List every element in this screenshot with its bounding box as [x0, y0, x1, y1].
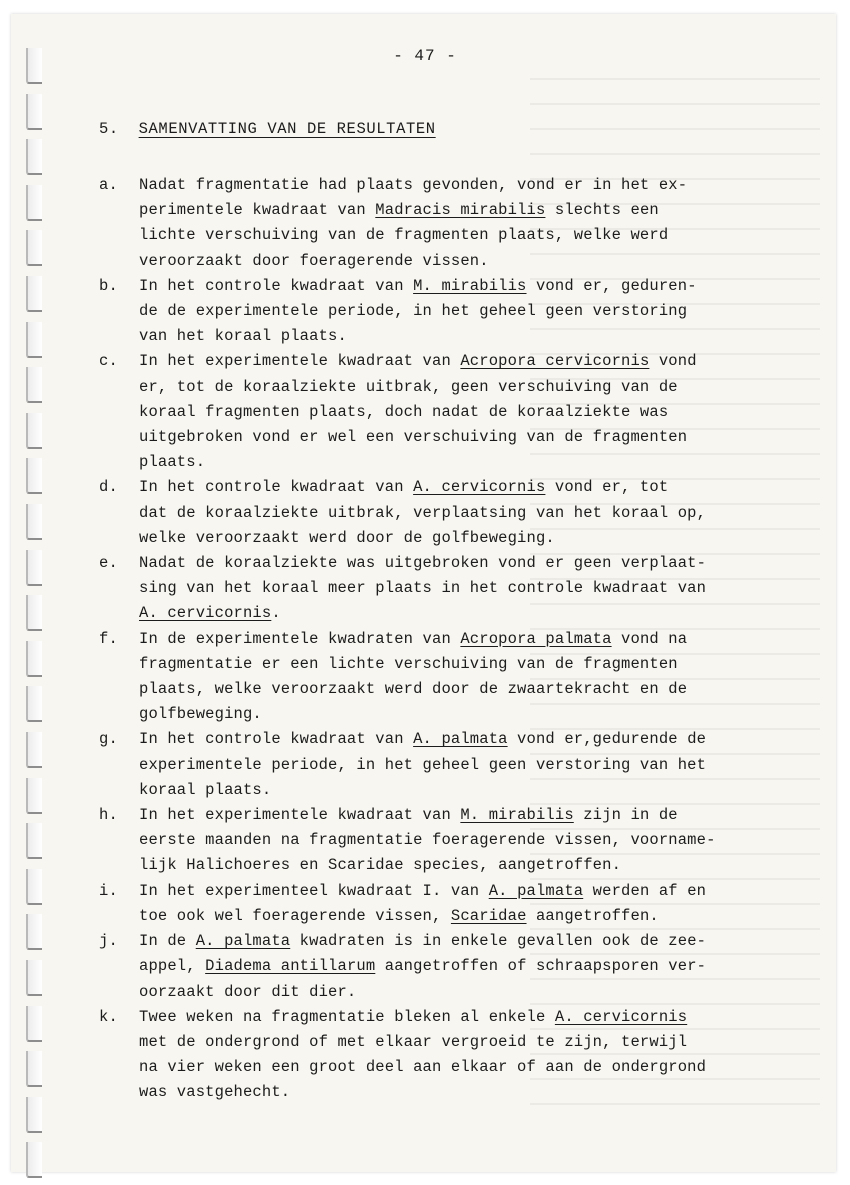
text-segment: Nadat de koraalziekte was uitgebroken vond er geen verplaat-: [139, 554, 707, 573]
item-text-line: [139, 727, 779, 752]
text-segment: vond er,gedurende de: [507, 730, 707, 749]
item-text-line: [139, 954, 779, 979]
item-text-line: [139, 601, 779, 626]
species-name-underlined: A. cervicornis: [139, 604, 272, 623]
summary-list: [99, 173, 779, 1106]
species-name-underlined: M. mirabilis: [460, 806, 574, 825]
species-name-underlined: Madracis mirabilis: [375, 201, 546, 220]
item-text-line: [139, 324, 779, 349]
binding-ring: [26, 550, 42, 586]
item-text-line: [139, 1005, 779, 1030]
binding-ring: [26, 823, 42, 859]
item-text-line: [139, 904, 779, 929]
item-text-line: [139, 702, 779, 727]
item-text-line: [139, 652, 779, 677]
species-name-underlined: A. palmata: [413, 730, 508, 749]
summary-item-e: [99, 551, 779, 627]
text-segment: In de: [139, 932, 196, 951]
item-text-line: [139, 198, 779, 223]
item-text-line: [139, 450, 779, 475]
binding-ring: [26, 322, 42, 358]
species-name-underlined: Acropora palmata: [460, 629, 612, 648]
binding-ring: [26, 686, 42, 722]
species-name-underlined: A. palmata: [488, 881, 584, 900]
binding-ring: [26, 458, 42, 494]
binding-ring: [26, 276, 42, 312]
text-segment: de de experimentele periode, in het geheel geen verstoring: [139, 302, 688, 321]
text-segment: sing van het koraal meer plaats in het controle kwadraat van: [139, 579, 707, 598]
item-text-line: [139, 1055, 779, 1080]
text-segment: vond er, tot: [545, 478, 669, 497]
item-text-line: [139, 501, 779, 526]
text-segment: dat de koraalziekte uitbrak, verplaatsing van het koraal op,: [139, 503, 707, 522]
text-segment: koraal plaats.: [139, 780, 272, 799]
item-text-line: [139, 551, 779, 576]
binding-ring: [26, 595, 42, 631]
text-segment: werden af en: [583, 881, 707, 900]
summary-item-k: [99, 1005, 779, 1106]
summary-item-h: [99, 803, 779, 879]
text-segment: slechts een: [545, 201, 659, 220]
text-segment: In het controle kwadraat van: [139, 276, 414, 295]
item-label: c.: [99, 352, 118, 371]
binding-ring: [26, 139, 42, 175]
item-text-line: [139, 425, 779, 450]
item-text-line: [139, 853, 779, 878]
item-label: h.: [99, 806, 118, 825]
species-name-underlined: A. cervicornis: [554, 1007, 688, 1026]
item-label: i.: [99, 881, 118, 900]
item-text-line: [139, 173, 779, 198]
text-segment: fragmentatie er een lichte verschuiving van de fragmenten: [139, 654, 678, 673]
binding-ring: [26, 914, 42, 950]
binding-ring: [26, 641, 42, 677]
species-name-underlined: Diadema antillarum: [205, 957, 376, 976]
species-name-underlined: M. mirabilis: [413, 276, 527, 295]
summary-item-f: [99, 627, 779, 728]
item-label: g.: [99, 730, 118, 749]
summary-item-g: [99, 727, 779, 803]
binding-ring: [26, 185, 42, 221]
binding-ring: [26, 504, 42, 540]
ring-binding: [0, 0, 50, 1185]
item-text-line: [139, 526, 779, 551]
summary-item-d: [99, 475, 779, 551]
text-segment: welke veroorzaakt werd door de golfbeweging.: [139, 528, 555, 547]
binding-ring: [26, 732, 42, 768]
text-segment: plaats.: [139, 453, 206, 472]
text-segment: vond er, geduren-: [526, 276, 697, 295]
text-segment: In het experimentele kwadraat van: [139, 352, 461, 371]
summary-item-c: [99, 349, 779, 475]
text-segment: In het experimentele kwadraat van: [139, 806, 461, 825]
text-segment: oorzaakt door dit dier.: [139, 982, 357, 1001]
text-segment: van het koraal plaats.: [139, 327, 347, 346]
binding-ring: [26, 1097, 42, 1133]
species-name-underlined: A. cervicornis: [413, 478, 546, 497]
text-segment: aangetroffen of schraapsporen ver-: [375, 957, 707, 976]
item-text-line: [139, 803, 779, 828]
text-segment: In het experimenteel kwadraat I. van: [139, 881, 489, 900]
text-segment: Twee weken na fragmentatie bleken al enkele: [139, 1007, 555, 1026]
item-text-line: [139, 349, 779, 374]
text-segment: lichte verschuiving van de fragmenten plaats, welke werd: [139, 226, 669, 245]
item-text-line: [139, 223, 779, 248]
binding-ring: [26, 94, 42, 130]
summary-item-i: [99, 879, 779, 929]
binding-ring: [26, 1142, 42, 1178]
item-text-line: [139, 879, 779, 904]
item-label: d.: [99, 478, 118, 497]
text-segment: uitgebroken vond er wel een verschuiving van de fragmenten: [139, 428, 688, 447]
species-name-underlined: Scaridae: [450, 906, 527, 925]
text-segment: er, tot de koraalziekte uitbrak, geen verschuiving van de: [139, 377, 678, 396]
summary-item-a: [99, 173, 779, 274]
item-label: k.: [99, 1007, 118, 1026]
item-label: j.: [99, 932, 118, 951]
item-text-line: [139, 828, 779, 853]
item-text-line: [139, 299, 779, 324]
item-text-line: [139, 576, 779, 601]
item-text-line: [139, 980, 779, 1005]
binding-ring: [26, 869, 42, 905]
item-text-line: [139, 1030, 779, 1055]
binding-ring: [26, 778, 42, 814]
item-text-line: [139, 677, 779, 702]
text-segment: experimentele periode, in het geheel geen verstoring van het: [139, 755, 707, 774]
text-segment: eerste maanden na fragmentatie foeragerende vissen, voorname-: [139, 831, 716, 850]
species-name-underlined: A. palmata: [195, 932, 291, 951]
text-segment: golfbeweging.: [139, 705, 262, 724]
text-segment: vond na: [611, 629, 688, 648]
item-text-line: [139, 400, 779, 425]
text-segment: plaats, welke veroorzaakt werd door de zwaartekracht en de: [139, 680, 688, 699]
text-segment: .: [271, 604, 281, 623]
section-title: SAMENVATTING VAN DE RESULTATEN: [138, 120, 436, 138]
text-segment: lijk Halichoeres en Scaridae species, aangetroffen.: [139, 856, 622, 875]
binding-ring: [26, 1006, 42, 1042]
text-segment: Nadat fragmentatie had plaats gevonden, vond er in het ex-: [139, 176, 688, 194]
text-segment: zijn in de: [573, 806, 678, 825]
species-name-underlined: Acropora cervicornis: [460, 352, 650, 371]
summary-item-b: [99, 274, 779, 350]
item-text-line: [139, 627, 779, 652]
binding-ring: [26, 1051, 42, 1087]
item-text-line: [139, 929, 779, 954]
text-segment: toe ook wel foeragerende vissen,: [139, 906, 451, 925]
text-segment: was vastgehecht.: [139, 1083, 291, 1102]
item-text-line: [139, 249, 779, 274]
text-segment: kwadraten is in enkele gevallen ook de zee-: [290, 932, 707, 951]
text-segment: aangetroffen.: [526, 906, 659, 925]
section-number: 5.: [99, 120, 119, 138]
item-text-line: [139, 475, 779, 500]
section-heading: [99, 120, 436, 138]
item-text-line: [139, 375, 779, 400]
text-segment: In het controle kwadraat van: [139, 478, 414, 497]
page-number: - 47 -: [393, 47, 457, 65]
binding-ring: [26, 960, 42, 996]
item-text-line: [139, 753, 779, 778]
item-text-line: [139, 778, 779, 803]
text-segment: In het controle kwadraat van: [139, 730, 414, 749]
binding-ring: [26, 230, 42, 266]
text-segment: perimentele kwadraat van: [139, 201, 376, 220]
item-text-line: [139, 274, 779, 299]
binding-ring: [26, 367, 42, 403]
text-segment: met de ondergrond of met elkaar vergroeid te zijn, terwijl: [139, 1032, 688, 1051]
text-segment: appel,: [139, 957, 206, 976]
item-label: f.: [99, 629, 118, 648]
item-text-line: [139, 1080, 779, 1105]
summary-item-j: [99, 929, 779, 1005]
item-label: e.: [99, 554, 118, 573]
text-segment: veroorzaakt door foeragerende vissen.: [139, 251, 489, 270]
text-segment: na vier weken een groot deel aan elkaar of aan de ondergrond: [139, 1058, 707, 1077]
text-segment: In de experimentele kwadraten van: [139, 629, 461, 648]
text-segment: koraal fragmenten plaats, doch nadat de koraalziekte was: [139, 402, 669, 421]
text-segment: vond: [649, 352, 697, 371]
item-label: a.: [99, 176, 118, 194]
item-label: b.: [99, 276, 118, 295]
binding-ring: [26, 413, 42, 449]
